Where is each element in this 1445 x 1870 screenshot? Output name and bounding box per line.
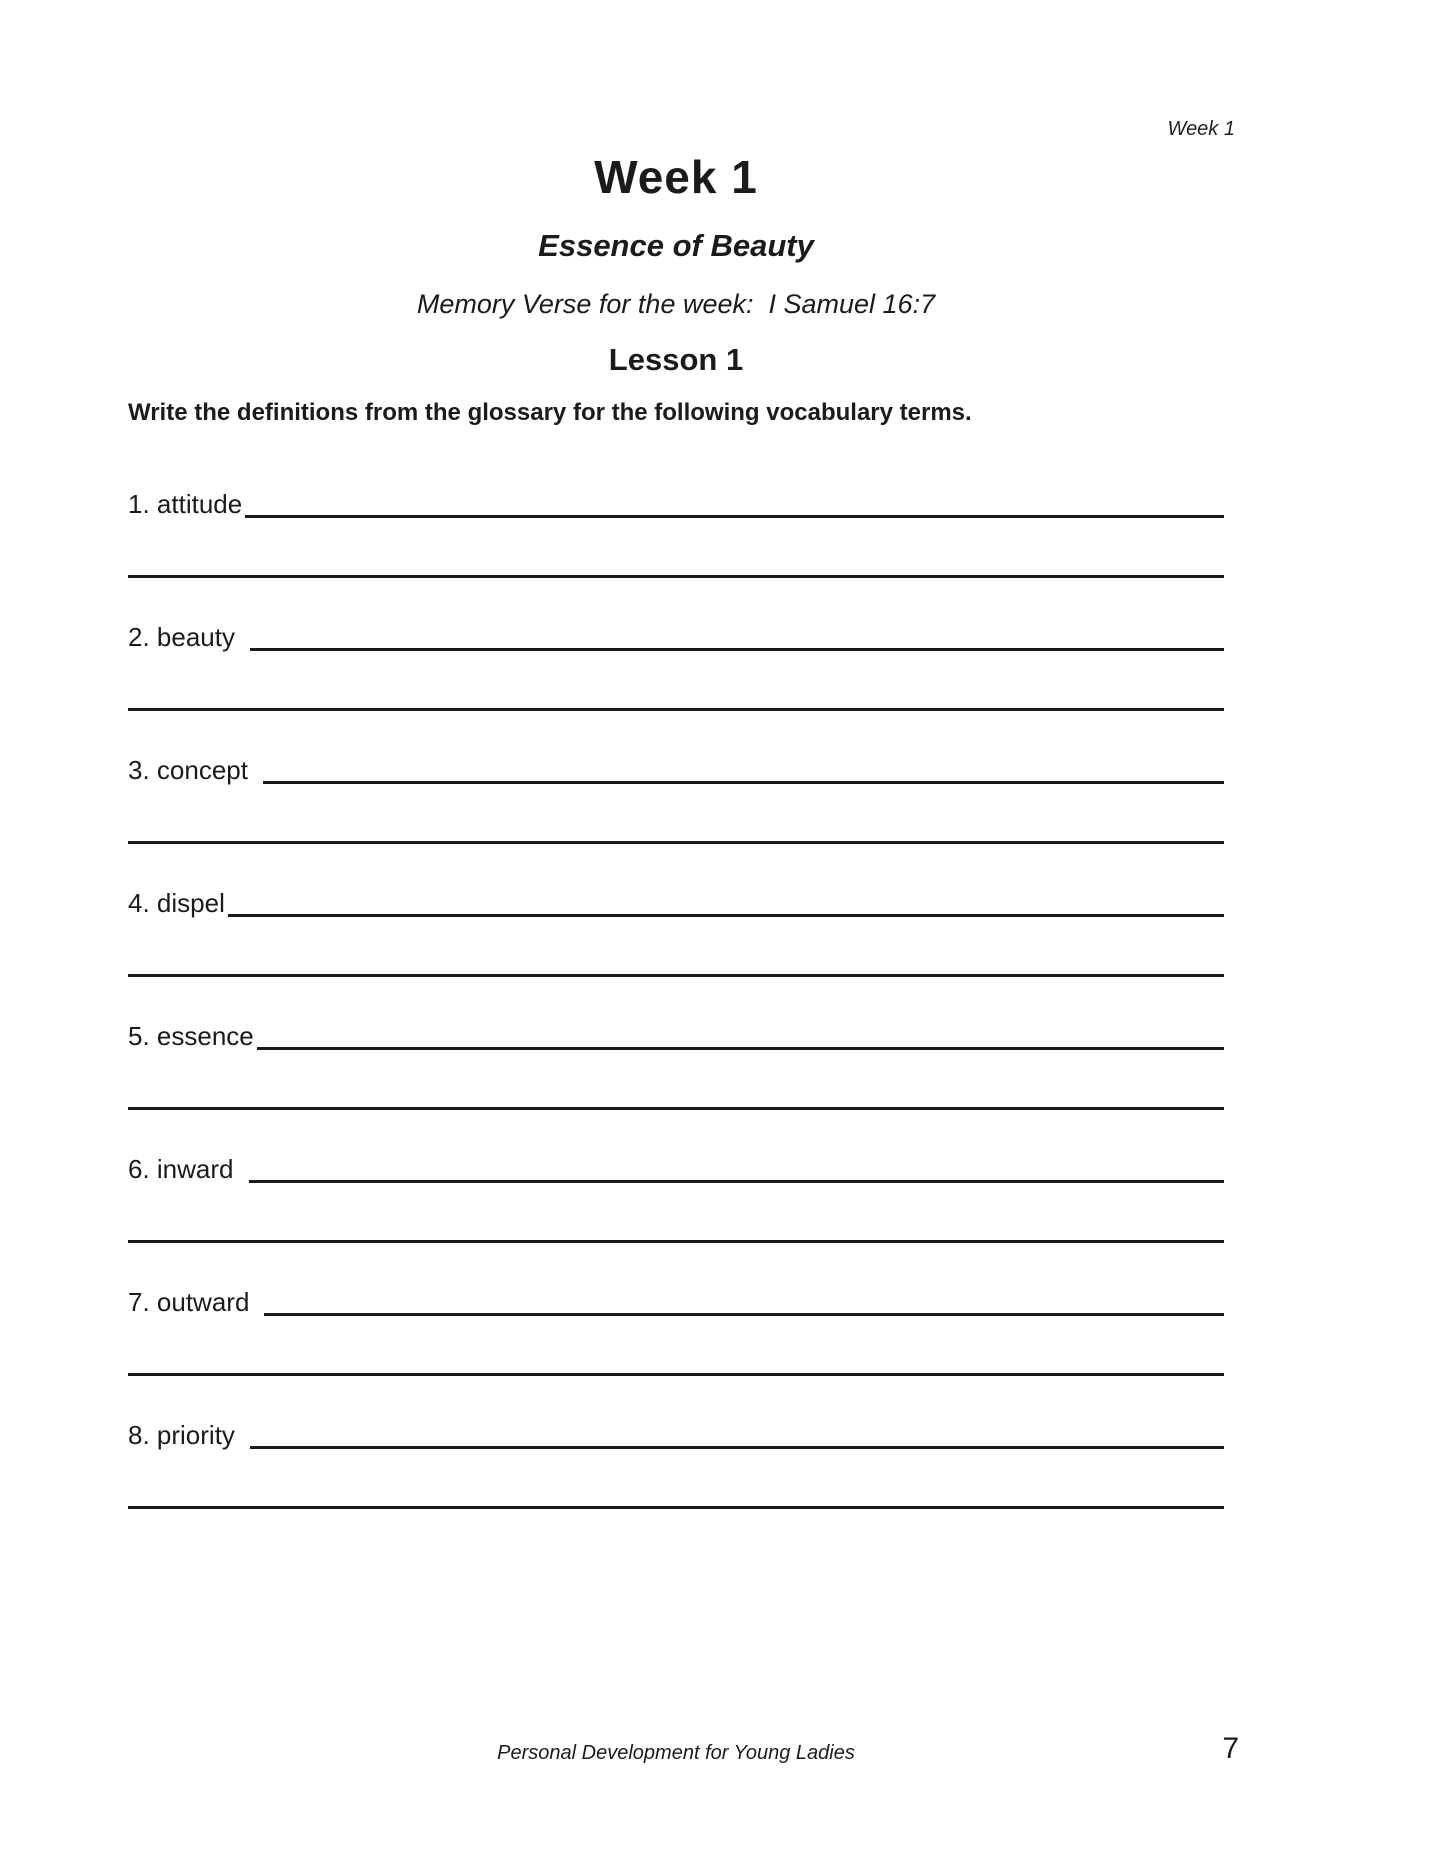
vocabulary-item [128,1155,1224,1288]
vocabulary-item-label-row [128,756,1224,784]
definition-blank-line-2 [128,1240,1224,1243]
vocabulary-item-label-row [128,889,1224,917]
vocabulary-item-label-row [128,1022,1224,1050]
vocabulary-item-label-row [128,1155,1224,1183]
definition-blank-line-2 [128,1506,1224,1509]
page-title: Week 1 [594,151,758,203]
vocabulary-item-label-row [128,490,1224,518]
definition-blank-line-1 [249,1155,1225,1183]
vocabulary-item [128,1288,1224,1421]
definition-blank-line-2 [128,708,1224,711]
vocabulary-item [128,889,1224,1022]
definition-blank-line-1 [257,1022,1224,1050]
vocabulary-item [128,1421,1224,1554]
instruction-text: Write the definitions from the glossary for the following vocabulary terms. [128,399,972,426]
footer-book-title: Personal Development for Young Ladies [497,1742,855,1764]
definition-blank-line-1 [264,1288,1224,1316]
vocabulary-item [128,1022,1224,1155]
vocabulary-item-label-row [128,623,1224,651]
definition-blank-line-2 [128,1373,1224,1376]
vocabulary-item [128,623,1224,756]
vocabulary-term-label: 4. dispel [128,888,225,918]
definition-blank-line-2 [128,1107,1224,1110]
definition-blank-line-2 [128,841,1224,844]
lesson-title: Lesson 1 [608,342,744,377]
vocabulary-term-label: 8. priority [128,1420,235,1450]
vocabulary-list [128,490,1224,1554]
definition-blank-line-2 [128,575,1224,578]
definition-blank-line-1 [228,889,1224,917]
definition-blank-line-1 [245,490,1224,518]
page-number: 7 [1222,1732,1239,1765]
definition-blank-line-1 [250,623,1224,651]
running-header-week-label: Week 1 [1167,118,1235,140]
vocabulary-term-label: 7. outward [128,1287,250,1317]
vocabulary-term-label: 1. attitude [128,489,243,519]
definition-blank-line-1 [263,756,1224,784]
memory-verse-line: Memory Verse for the week: I Samuel 16:7 [416,289,936,319]
vocabulary-item-label-row [128,1288,1224,1316]
definition-blank-line-1 [250,1421,1224,1449]
vocabulary-term-label: 3. concept [128,755,248,785]
vocabulary-term-label: 2. beauty [128,622,235,652]
vocabulary-item-label-row [128,1421,1224,1449]
vocabulary-item [128,490,1224,623]
page-subtitle: Essence of Beauty [538,228,814,263]
definition-blank-line-2 [128,974,1224,977]
vocabulary-term-label: 5. essence [128,1021,254,1051]
vocabulary-term-label: 6. inward [128,1154,234,1184]
vocabulary-item [128,756,1224,889]
